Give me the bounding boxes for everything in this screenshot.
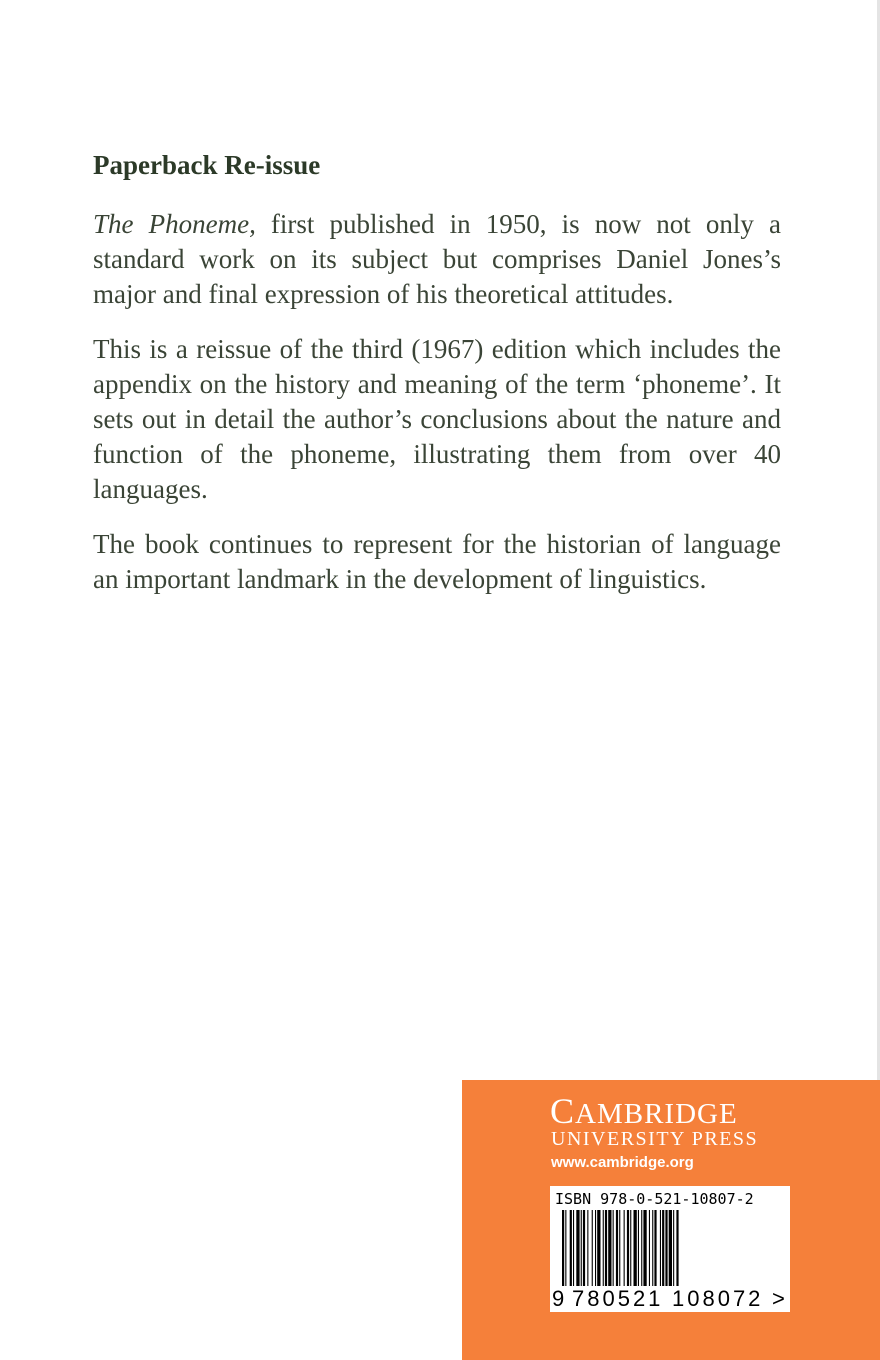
barcode-bar <box>573 1210 574 1286</box>
barcode-bar <box>570 1210 572 1286</box>
barcode-bar <box>643 1210 646 1286</box>
publisher-block <box>462 1080 880 1360</box>
barcode-bar <box>597 1210 600 1286</box>
barcode-bar <box>638 1210 639 1286</box>
barcode-bar <box>619 1210 620 1286</box>
barcode-bar <box>654 1210 656 1286</box>
barcode-bar <box>583 1210 585 1286</box>
barcode-bar <box>673 1210 674 1286</box>
publisher-subtitle: UNIVERSITY PRESS <box>551 1128 759 1150</box>
book-title: The Phoneme, <box>93 209 256 239</box>
barcode-end-mark: > <box>772 1286 785 1311</box>
barcode-left-digits: 780521 <box>572 1286 664 1311</box>
barcode-bar <box>587 1210 588 1286</box>
barcode-bar <box>630 1210 631 1286</box>
paragraph-intro-text: first published in 1950, is now not only a standard work on its subject but comprises Daniel Jones’s major and final expression of his theoretical attitudes. <box>93 209 782 309</box>
barcode-bar <box>581 1210 582 1286</box>
barcode-bar <box>649 1210 650 1286</box>
section-heading: Paperback Re-issue <box>93 150 321 180</box>
barcode <box>550 1186 790 1312</box>
publisher-name-rest: AMBRIDGE <box>575 1098 738 1130</box>
paragraph-reissue: This is a reissue of the third (1967) edition which includes the appendix on the history and meaning of the term ‘phoneme’. It sets out in detail the author’s conclusions about the nature and function of the phoneme, illustrating them from over 40 languages. <box>93 334 781 504</box>
publisher-name <box>550 1090 738 1132</box>
barcode-bar <box>608 1210 611 1286</box>
barcode-bar <box>613 1210 614 1286</box>
barcode-bar <box>665 1210 667 1286</box>
barcode-bar <box>652 1210 653 1286</box>
barcode-bars <box>562 1210 780 1286</box>
barcode-bar <box>669 1210 672 1286</box>
barcode-bar <box>616 1210 618 1286</box>
barcode-bar <box>641 1210 642 1286</box>
barcode-bar <box>605 1210 607 1286</box>
barcode-right-digits: 108072 <box>672 1286 764 1311</box>
publisher-url: www.cambridge.org <box>551 1154 694 1171</box>
barcode-bar <box>603 1210 604 1286</box>
barcode-bar <box>660 1210 661 1286</box>
barcode-bar <box>634 1210 637 1286</box>
back-cover-text <box>93 150 781 617</box>
isbn-label: ISBN 978-0-521-10807-2 <box>555 1190 754 1208</box>
barcode-lead-digit: 9 <box>552 1286 565 1311</box>
barcode-bar <box>592 1210 593 1286</box>
barcode-bar <box>565 1210 566 1286</box>
paragraph-intro <box>93 207 781 312</box>
paragraph-landmark: The book continues to represent for the historian of language an important landmark in the development of linguistics. <box>93 529 781 594</box>
barcode-bar <box>624 1210 625 1286</box>
barcode-bar <box>562 1210 564 1286</box>
barcode-bar <box>676 1210 678 1286</box>
barcode-bar <box>595 1210 596 1286</box>
barcode-bar <box>662 1210 664 1286</box>
barcode-bar <box>627 1210 629 1286</box>
barcode-bar <box>576 1210 579 1286</box>
publisher-name-initial: C <box>550 1091 576 1131</box>
